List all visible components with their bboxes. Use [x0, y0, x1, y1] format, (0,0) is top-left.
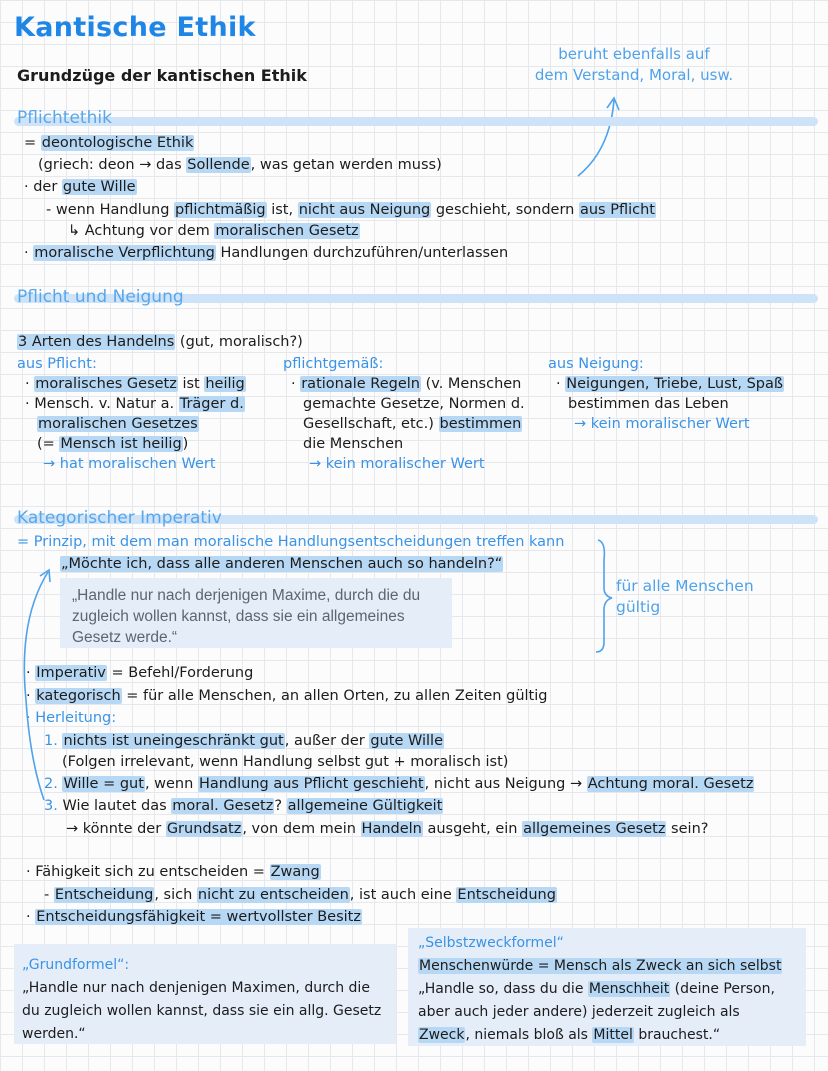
- side-note-line-1: für alle Menschen: [616, 577, 754, 595]
- entscheidung-line-2: - Entscheidung, sich nicht zu entscheiden, ist auch eine Entscheidung: [44, 887, 556, 903]
- col-head: aus Neigung:: [548, 356, 644, 372]
- herleitung-step-2: 2. Wille = gut, wenn Handlung aus Pflicht geschieht, nicht aus Neigung → Achtung moral. Gesetz: [44, 776, 754, 792]
- col-line: → kein moralischer Wert: [574, 416, 750, 432]
- col-head: pflichtgemäß:: [283, 356, 384, 372]
- side-note: [616, 576, 754, 618]
- section-heading-pflichtethik: Pflichtethik: [17, 108, 112, 128]
- col-line: Gesellschaft, etc.) bestimmen: [303, 416, 522, 432]
- pflichtethik-line-3: · der gute Wille: [24, 179, 136, 195]
- imperativ-definition: = Prinzip, mit dem man moralische Handlungsentscheidungen treffen kann: [17, 534, 565, 550]
- herleitung-step-3: 3. Wie lautet das moral. Gesetz? allgemeine Gültigkeit: [44, 798, 443, 814]
- note-line-2: dem Verstand, Moral, usw.: [534, 66, 734, 84]
- page-title: Kantische Ethik: [14, 12, 256, 43]
- col-line: → kein moralischer Wert: [309, 456, 485, 472]
- col-line: → hat moralischen Wert: [43, 456, 216, 472]
- col-head: aus Pflicht:: [17, 356, 97, 372]
- pflichtethik-line-5: ↳ Achtung vor dem moralischen Gesetz: [68, 223, 359, 239]
- selbstzweck-line: Menschenwürde = Mensch als Zweck an sich selbst: [419, 958, 782, 974]
- entscheidung-line-1: · Fähigkeit sich zu entscheiden = Zwang: [26, 864, 320, 880]
- imperativ-line-2: · kategorisch = für alle Menschen, an allen Orten, zu allen Zeiten gültig: [26, 688, 548, 704]
- imperativ-herleitung: · Herleitung:: [26, 710, 117, 726]
- selbstzweck-text: „Handle so, dass du die Menschheit (deine Person, aber auch jeder andere) jederzeit zugleich als Zweck, niemals bloß als Mittel brauchest.“: [418, 981, 775, 1043]
- selbstzweck-heading: „Selbstzweckformel“: [418, 935, 564, 951]
- pflichtethik-line-4: - wenn Handlung pflichtmäßig ist, nicht aus Neigung geschieht, sondern aus Pflicht: [46, 202, 655, 218]
- col-line: gemachte Gesetze, Normen d.: [303, 396, 525, 412]
- col-line: · Neigungen, Triebe, Lust, Spaß: [556, 376, 784, 392]
- col-line: die Menschen: [303, 436, 404, 452]
- pflichtethik-line-6: · moralische Verpflichtung Handlungen durchzuführen/unterlassen: [24, 245, 509, 261]
- section-heading-pflicht-neigung: Pflicht und Neigung: [17, 287, 184, 307]
- herleitung-step-1: 1. nichts ist uneingeschränkt gut, außer der gute Wille: [44, 733, 443, 749]
- subtitle: Grundzüge der kantischen Ethik: [17, 66, 307, 85]
- arten-intro: 3 Arten des Handelns (gut, moralisch?): [18, 334, 303, 350]
- side-note-line-2: gültig: [616, 598, 661, 616]
- col-line: · moralisches Gesetz ist heilig: [25, 376, 245, 392]
- section-heading-imperativ: Kategorischer Imperativ: [17, 508, 222, 528]
- herleitung-step-1-detail: (Folgen irrelevant, wenn Handlung selbst gut + moralisch ist): [62, 754, 509, 770]
- herleitung-step-3-detail: → könnte der Grundsatz, von dem mein Handeln ausgeht, ein allgemeines Gesetz sein?: [66, 821, 709, 837]
- col-line: (= Mensch ist heilig): [37, 436, 189, 452]
- col-line: · rationale Regeln (v. Menschen: [291, 376, 522, 392]
- imperativ-line-1: · Imperativ = Befehl/Forderung: [26, 665, 254, 681]
- col-line: · Mensch. v. Natur a. Träger d.: [25, 396, 244, 412]
- note-line-1: beruht ebenfalls auf: [558, 45, 710, 63]
- grundformel-box: [14, 944, 396, 1044]
- col-line: moralischen Gesetzes: [38, 416, 198, 432]
- quote-text: „Handle nur nach derjenigen Maxime, durch die du zugleich wollen kannst, dass sie ein allgemeines Gesetz werde.“: [72, 587, 421, 646]
- grundformel-text: „Handle nur nach denjenigen Maximen, durch die du zugleich wollen kannst, dass sie ein allg. Gesetz werden.“: [22, 980, 382, 1042]
- col-line: bestimmen das Leben: [568, 396, 729, 412]
- pflichtethik-line-2: (griech: deon → das Sollende, was getan werden muss): [38, 157, 442, 173]
- entscheidung-line-3: · Entscheidungsfähigkeit = wertvollster Besitz: [26, 909, 361, 925]
- imperativ-question: „Möchte ich, dass alle anderen Menschen auch so handeln?“: [61, 556, 503, 572]
- selbstzweck-box: [408, 928, 806, 1046]
- grundformel-heading: „Grundformel“:: [22, 957, 130, 973]
- pflichtethik-line-1: = deontologische Ethik: [24, 135, 194, 151]
